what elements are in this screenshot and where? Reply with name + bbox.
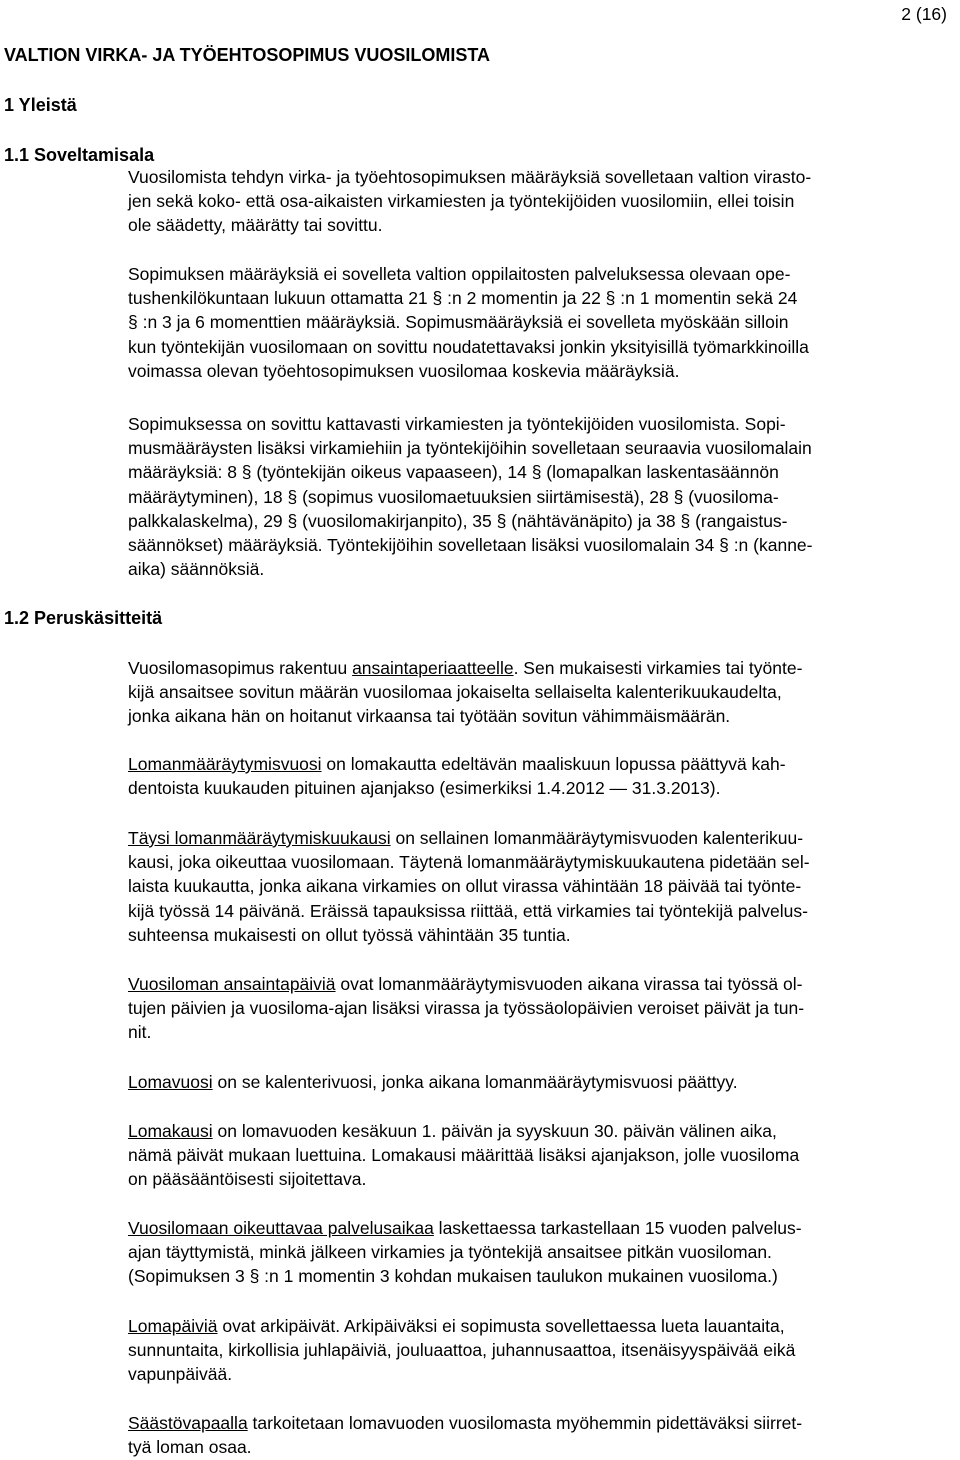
- text-line: määräytyminen), 18 § (sopimus vuosilomaetuuksien siirtämisestä), 28 § (vuosiloma-: [128, 486, 779, 507]
- text-line: laista kuukautta, jonka aikana virkamies on ollut virassa vähintään 18 päivää tai työnte-: [128, 876, 802, 897]
- text-line: säännökset) määräyksiä. Työntekijöihin sovelletaan lisäksi vuosilomalain 34 § :n (kanne-: [128, 535, 813, 556]
- definition-lead: Vuosilomasopimus rakentuu: [128, 658, 353, 678]
- heading-yleista: 1 Yleistä: [4, 95, 77, 115]
- text-line: jen sekä koko- että osa-aikaisten virkamiesten ja työntekijöiden vuosilomiin, ellei toisin: [128, 191, 795, 212]
- text-line: tushenkilökuntaan lukuun ottamatta 21 § :n 2 momentin ja 22 § :n 1 momentin sekä 24: [128, 288, 798, 309]
- definition-text: tarkoitetaan lomavuoden vuosilomasta myöhemmin pidettäväksi siirret-: [247, 1413, 803, 1433]
- definition-text: on sellainen lomanmääräytymisvuoden kalenterikuu-: [390, 828, 804, 848]
- definition-lomanmaaraytymisvuosi: [128, 752, 954, 800]
- text-line: suhteensa mukaisesti on ollut työssä vähintään 35 tuntia.: [128, 924, 571, 945]
- definition-text: on lomakautta edeltävän maaliskuun lopussa päättyvä kah-: [321, 754, 786, 774]
- defined-term: Lomapäiviä: [128, 1316, 218, 1336]
- text-line: kijä ansaitsee sovitun määrän vuosilomaa jokaiselta sellaiselta kalenterikuukaudelta,: [128, 682, 782, 703]
- definition-text: . Sen mukaisesti virkamies tai työnte-: [513, 658, 803, 678]
- definition-ansaintapaivat: [128, 972, 954, 1045]
- text-line: dentoista kuukauden pituinen ajanjakso (esimerkiksi 1.4.2012 — 31.3.2013).: [128, 778, 721, 799]
- heading-peruskasitteita: 1.2 Peruskäsitteitä: [4, 608, 163, 628]
- definition-text: ovat lomanmääräytymisvuoden aikana virassa tai työssä ol-: [335, 974, 803, 994]
- text-line: palkkalaskelma), 29 § (vuosilomakirjanpito), 35 § (nähtävänäpito) ja 38 § (rangaistus-: [128, 510, 788, 531]
- text-line: nit.: [128, 1022, 152, 1043]
- text-line: nämä päivät mukaan luettuina. Lomakausi määrittää lisäksi ajanjakson, jolle vuosiloma: [128, 1145, 800, 1166]
- definition-text: ovat arkipäivät. Arkipäiväksi ei sopimusta sovellettaessa lueta lauantaita,: [217, 1316, 785, 1336]
- text-line: ole säädetty, määrätty tai sovittu.: [128, 215, 383, 236]
- page-number: 2 (16): [901, 4, 947, 24]
- text-line: määräyksiä: 8 § (työntekijän oikeus vapaaseen), 14 § (lomapalkan laskentasäännön: [128, 462, 779, 483]
- definition-lomakausi: [128, 1119, 954, 1192]
- definition-saastovapaa: [128, 1411, 954, 1459]
- definition-text: laskettaessa tarkastellaan 15 vuoden palvelus-: [433, 1218, 802, 1238]
- defined-term: Täysi lomanmääräytymiskuukausi: [128, 828, 391, 848]
- definition-ansaintaperiaate: [128, 656, 954, 729]
- document-title: VALTION VIRKA- JA TYÖEHTOSOPIMUS VUOSILOMISTA: [4, 45, 491, 65]
- defined-term: Vuosiloman ansaintapäiviä: [128, 974, 336, 994]
- text-line: aika) säännöksiä.: [128, 559, 265, 580]
- text-line: jonka aikana hän on hoitanut virkaansa tai työtään sovitun vähimmäismäärän.: [128, 706, 731, 727]
- definition-taysi-kuukausi: [128, 826, 954, 947]
- text-line: § :n 3 ja 6 momenttien määräyksiä. Sopimusmääräyksiä ei sovelleta myöskään silloin: [128, 312, 789, 333]
- heading-soveltamisala: 1.1 Soveltamisala: [4, 145, 155, 165]
- text-line: kausi, joka oikeuttaa vuosilomaan. Täytenä lomanmääräytymiskuukautena pidetään sel-: [128, 852, 810, 873]
- text-line: kun työntekijän vuosilomaan on sovittu noudatettavaksi jonkin yksityisillä työmarkkinoilla: [128, 336, 809, 357]
- soveltamisala-paragraph-1: [128, 165, 954, 238]
- text-line: vapunpäivää.: [128, 1364, 233, 1385]
- definition-text: on lomavuoden kesäkuun 1. päivän ja syyskuun 30. päivän välinen aika,: [212, 1121, 777, 1141]
- text-line: (Sopimuksen 3 § :n 1 momentin 3 kohdan mukaisen taulukon mukainen vuosiloma.): [128, 1266, 778, 1287]
- defined-term: Vuosilomaan oikeuttavaa palvelusaikaa: [128, 1218, 434, 1238]
- defined-term: Lomakausi: [128, 1121, 213, 1141]
- defined-term: ansaintaperiaatteelle: [352, 658, 514, 678]
- text-line: kijä työssä 14 päivänä. Eräissä tapauksissa riittää, että virkamies tai työntekijä palvelus-: [128, 900, 808, 921]
- text-line: tyä loman osaa.: [128, 1437, 252, 1458]
- defined-term: Lomavuosi: [128, 1072, 213, 1092]
- text-line: Sopimuksen määräyksiä ei sovelleta valtion oppilaitosten palveluksessa olevaan ope-: [128, 264, 791, 284]
- text-line: Sopimuksessa on sovittu kattavasti virkamiesten ja työntekijöiden vuosilomista. Sopi-: [128, 414, 786, 434]
- definition-lomavuosi: [128, 1070, 954, 1094]
- text-line: musmääräysten lisäksi virkamiehiin ja työntekijöihin sovelletaan seuraavia vuosilomalain: [128, 438, 812, 459]
- definition-lomapaivat: [128, 1314, 954, 1387]
- text-line: ajan täyttymistä, minkä jälkeen virkamies ja työntekijä ansaitsee pitkän vuosiloman.: [128, 1242, 772, 1263]
- text-line: voimassa olevan työehtosopimuksen vuosilomaa koskevia määräyksiä.: [128, 360, 680, 381]
- text-line: tujen päivien ja vuosiloma-ajan lisäksi virassa ja työssäolopäivien veroiset päivät ja tun-: [128, 998, 805, 1019]
- definition-text: on se kalenterivuosi, jonka aikana lomanmääräytymisvuosi päättyy.: [212, 1072, 738, 1092]
- defined-term: Lomanmääräytymisvuosi: [128, 754, 322, 774]
- text-line: sunnuntaita, kirkollisia juhlapäiviä, jouluaattoa, juhannusaattoa, itsenäisyyspäivää eikä: [128, 1340, 796, 1361]
- text-line: on pääsääntöisesti sijoitettava.: [128, 1169, 367, 1190]
- text-line: Vuosilomista tehdyn virka- ja työehtosopimuksen määräyksiä sovelletaan valtion virasto-: [128, 167, 812, 187]
- defined-term: Säästövapaalla: [128, 1413, 248, 1433]
- definition-palvelusaika: [128, 1216, 954, 1289]
- soveltamisala-paragraph-3: [128, 412, 954, 581]
- soveltamisala-paragraph-2: [128, 262, 954, 383]
